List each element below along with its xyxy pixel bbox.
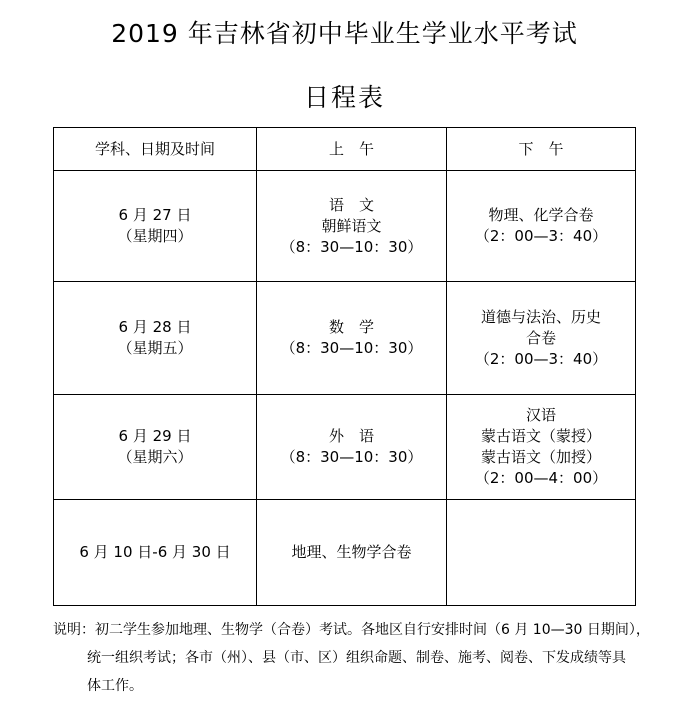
table-row: [54, 395, 636, 500]
header-afternoon: 下 午: [447, 128, 636, 171]
page-title: 2019 年吉林省初中毕业生学业水平考试: [111, 19, 578, 48]
morning-cell: [257, 171, 447, 282]
date-range-text: 6 月 10 日-6 月 30 日: [79, 543, 231, 561]
weekday-text: （星期四）: [117, 227, 193, 245]
subject-text: 地理、生物学合卷: [291, 543, 412, 561]
subject-text: 合卷: [525, 328, 556, 347]
notes-line: 体工作。: [87, 678, 143, 694]
afternoon-cell: [447, 395, 636, 500]
afternoon-cell: [447, 282, 636, 395]
header-morning: 上 午: [257, 128, 447, 171]
time-text: （2：00—3：40）: [474, 227, 608, 245]
notes: [53, 616, 653, 700]
subject-text: 语 文: [328, 195, 374, 214]
date-cell: [54, 282, 257, 395]
date-cell: [54, 395, 257, 500]
table-row: [54, 500, 636, 606]
time-text: （2：00—3：40）: [474, 349, 608, 368]
date-text: 6 月 29 日: [118, 427, 192, 445]
table-header-row: [54, 128, 636, 171]
afternoon-cell-empty: [447, 500, 636, 606]
table-row: [54, 171, 636, 282]
morning-cell: [257, 395, 447, 500]
morning-cell: [257, 282, 447, 395]
weekday-text: （星期五）: [117, 339, 193, 357]
notes-line: 说明：初二学生参加地理、生物学（合卷）考试。各地区自行安排时间（6 月 10—30 日期间），: [53, 622, 650, 638]
subject-text: 道德与法治、历史: [480, 307, 601, 326]
subject-text: 朝鲜语文: [321, 216, 382, 235]
subject-text: 外 语: [328, 427, 374, 445]
page-subtitle: 日程表: [303, 83, 385, 112]
time-text: （8：30—10：30）: [280, 339, 423, 357]
subject-text: 物理、化学合卷: [488, 206, 594, 224]
morning-cell: [257, 500, 447, 606]
weekday-text: （星期六）: [117, 448, 193, 466]
table-row: [54, 282, 636, 395]
subject-text: 数 学: [328, 318, 374, 336]
time-text: （8：30—10：30）: [280, 237, 423, 256]
subject-text: 蒙古语文（蒙授）: [480, 427, 601, 445]
time-text: （8：30—10：30）: [280, 448, 423, 466]
notes-line: 统一组织考试；各市（州）、县（市、区）组织命题、制卷、施考、阅卷、下发成绩等具: [87, 650, 626, 666]
subject-text: 汉语: [525, 406, 556, 424]
afternoon-cell: [447, 171, 636, 282]
time-text: （2：00—4：00）: [474, 469, 608, 487]
header-subject-date-time: 学科、日期及时间: [54, 128, 257, 171]
date-cell: [54, 500, 257, 606]
date-text: 6 月 27 日: [118, 206, 192, 224]
date-cell: [54, 171, 257, 282]
date-text: 6 月 28 日: [118, 318, 192, 336]
subject-text: 蒙古语文（加授）: [480, 448, 601, 466]
schedule-table: [53, 127, 636, 606]
